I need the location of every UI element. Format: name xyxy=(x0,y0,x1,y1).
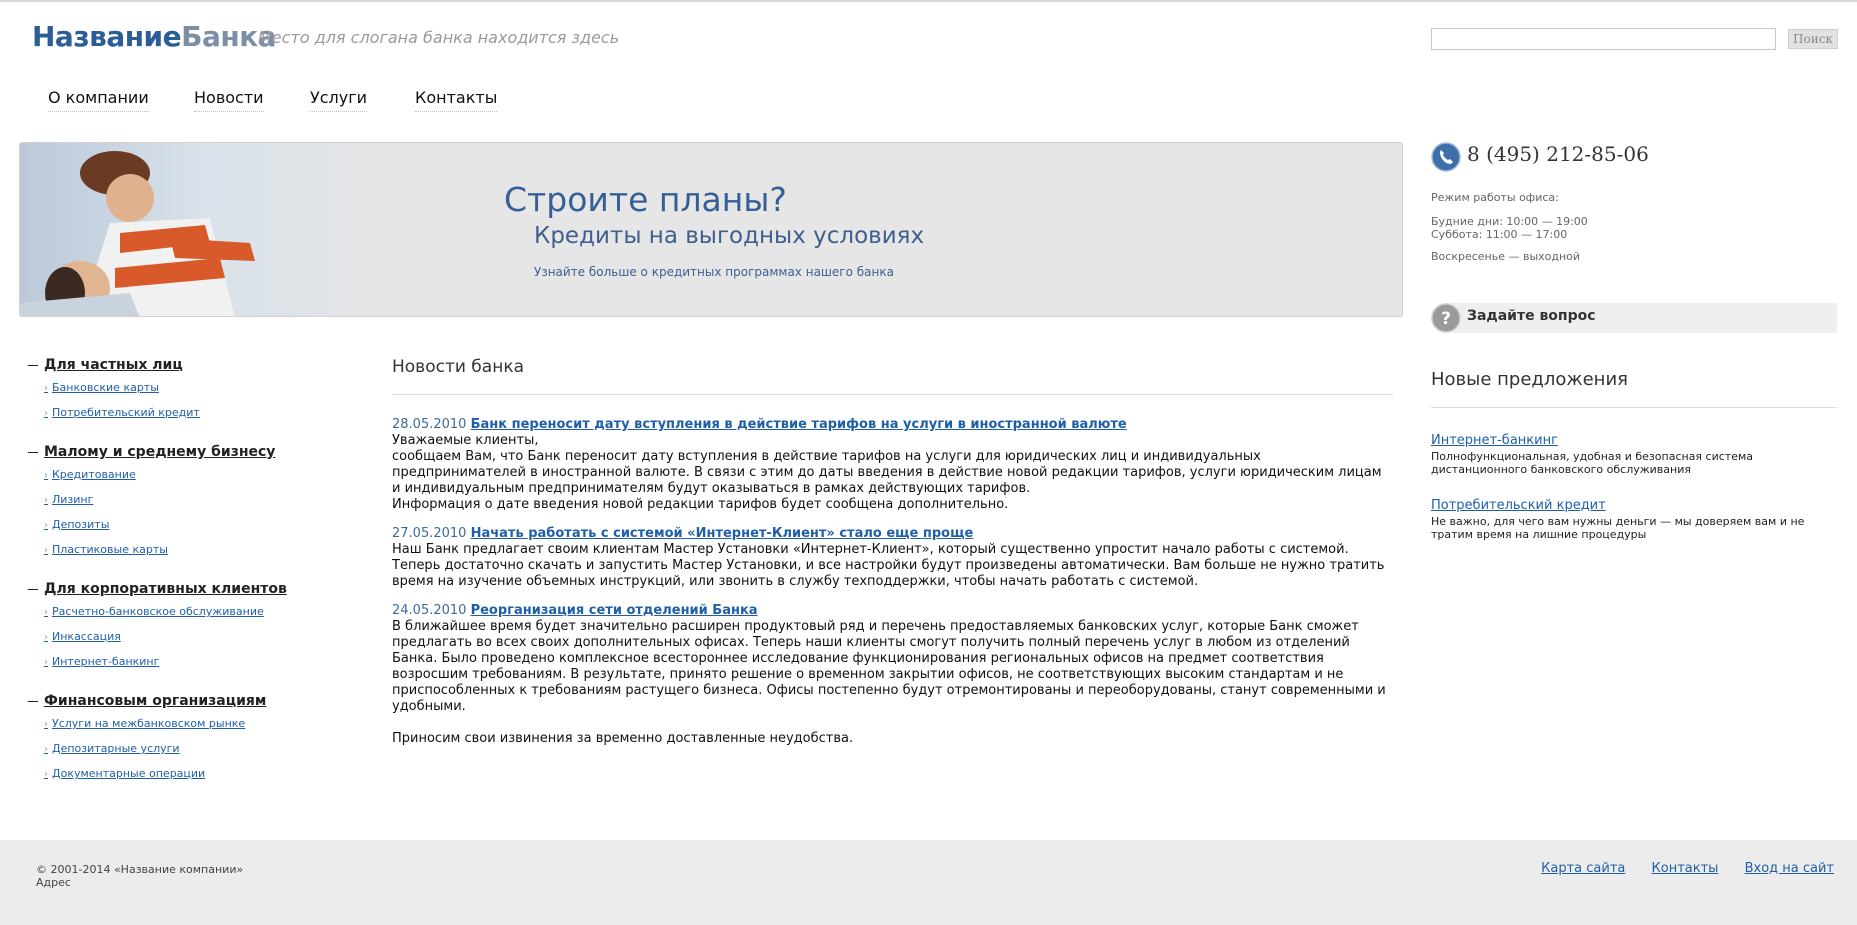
news-title: Новости банка xyxy=(392,357,525,377)
footer-info xyxy=(36,863,243,889)
offers-title: Новые предложения xyxy=(1431,369,1628,390)
banner-subtitle: Кредиты на выгодных условиях xyxy=(534,223,925,249)
office-hours xyxy=(1431,191,1588,263)
menu-item-internet-banking[interactable]: › Интернет-банкинг xyxy=(44,655,160,668)
news-date: 27.05.2010 xyxy=(392,526,467,541)
news-text: Приносим свои извинения за временно доставленные неудобства. xyxy=(392,731,854,746)
news-text: Уважаемые клиенты, xyxy=(392,433,539,448)
menu-group-title[interactable]: Финансовым организациям xyxy=(28,693,358,712)
hours-title: Режим работы офиса: xyxy=(1431,191,1559,204)
news-item xyxy=(392,417,1393,513)
nav-item-contacts[interactable]: Контакты xyxy=(415,88,497,112)
sidebar-menu xyxy=(28,357,358,805)
nav-item-about[interactable]: О компании xyxy=(48,88,149,112)
menu-item-deposits[interactable]: › Депозиты xyxy=(44,518,110,531)
logo-part-2: Банка xyxy=(181,20,277,53)
slogan: Место для слогана банка находится здесь xyxy=(258,28,620,47)
news-link[interactable]: Банк переносит дату вступления в действие тарифов на услуги в иностранной валюте xyxy=(470,417,1127,432)
menu-group-financial xyxy=(28,693,358,787)
menu-group-private xyxy=(28,357,358,426)
news-text: Информация о дате введения новой редакции тарифов будет сообщена дополнительно. xyxy=(392,497,1009,512)
couple-photo-icon xyxy=(20,143,410,317)
phone-icon xyxy=(1431,142,1461,172)
copyright: © 2001-2014 «Название компании» xyxy=(36,863,244,876)
footer-link-sitemap[interactable]: Карта сайта xyxy=(1541,861,1626,876)
news-text: В ближайшее время будет значительно расширен продуктовый ряд и перечень предоставляемых банковских услуг, которые Банк сможет предлагать во всех своих дополнительных офисах. Теперь наши клиенты смогут получить полный перечень услуг в любом из отделений Банка. Было проведено комплексное всестороннее исследование функционирования региональных офисов на предмет соответствия возросшим требованиям. В результате, принято решение о временном закрытии офисов, не соответствующих высоким стандартам и не приспособленных к требованиям растущего бизнеса. Офисы постепенно будут отремонтированы и переоборудованы, станут современными и удобными. xyxy=(392,619,1386,714)
news-text xyxy=(392,715,1393,731)
menu-item-collection[interactable]: › Инкассация xyxy=(44,630,121,643)
news-item xyxy=(392,526,1393,590)
news-link[interactable]: Реорганизация сети отделений Банка xyxy=(470,603,758,618)
banner-link[interactable]: Узнайте больше о кредитных программах нашего банка xyxy=(534,265,894,279)
news-date: 24.05.2010 xyxy=(392,603,467,618)
menu-item-settlement-services[interactable]: › Расчетно-банковское обслуживание xyxy=(44,605,264,618)
footer xyxy=(0,840,1857,925)
offer-link-internet-banking[interactable]: Интернет-банкинг xyxy=(1431,433,1558,448)
divider xyxy=(392,394,1393,395)
menu-item-interbank-market[interactable]: › Услуги на межбанковском рынке xyxy=(44,717,246,730)
hours-saturday: Суббота: 11:00 — 17:00 xyxy=(1431,228,1568,241)
menu-group-corporate xyxy=(28,581,358,675)
menu-item-consumer-credit[interactable]: › Потребительский кредит xyxy=(44,406,200,419)
news-text: Наш Банк предлагает своим клиентам Мастер Установки «Интернет-Клиент», который существенно упростит начало работы с системой. Теперь достаточно скачать и запустить Мастер Установки, и все настройки будут произведены автоматически. Вам больше не нужно тратить время на изучение объемных инструкций, или звонить в службу техподдержки, чтобы начать работать с системой. xyxy=(392,542,1385,589)
ask-question-label[interactable]: Задайте вопрос xyxy=(1467,308,1596,324)
hours-sunday: Воскресенье — выходной xyxy=(1431,250,1581,263)
menu-group-title[interactable]: Для частных лиц xyxy=(28,357,358,376)
banner-title: Строите планы? xyxy=(504,180,787,219)
news-date: 28.05.2010 xyxy=(392,417,467,432)
banner-photo xyxy=(20,143,410,317)
divider xyxy=(1431,407,1837,408)
offer-item xyxy=(1431,429,1837,476)
menu-group-small-business xyxy=(28,444,358,563)
news-item xyxy=(392,603,1393,747)
address: Адрес xyxy=(36,876,71,889)
footer-links xyxy=(1519,861,1834,876)
menu-item-bank-cards[interactable]: › Банковские карты xyxy=(44,381,159,394)
menu-item-plastic-cards[interactable]: › Пластиковые карты xyxy=(44,543,168,556)
offer-text: Полнофункциональная, удобная и безопасная система дистанционного банковского обслуживания xyxy=(1431,450,1753,476)
menu-item-documentary[interactable]: › Документарные операции xyxy=(44,767,206,780)
footer-link-login[interactable]: Вход на сайт xyxy=(1744,861,1834,876)
menu-item-crediting[interactable]: › Кредитование xyxy=(44,468,136,481)
offer-item xyxy=(1431,494,1837,541)
promo-banner[interactable] xyxy=(19,142,1403,317)
nav-item-news[interactable]: Новости xyxy=(194,88,264,112)
menu-group-title[interactable]: Для корпоративных клиентов xyxy=(28,581,358,600)
phone-number: 8 (495) 212-85-06 xyxy=(1467,142,1649,166)
svg-text:?: ? xyxy=(1441,309,1451,329)
nav-item-services[interactable]: Услуги xyxy=(310,88,367,112)
logo-part-1: Название xyxy=(32,20,182,53)
offer-link-consumer-credit[interactable]: Потребительский кредит xyxy=(1431,498,1606,513)
news-text: сообщаем Вам, что Банк переносит дату вступления в действие тарифов на услуги для юридических лиц и индивидуальных предпринимателей в иностранной валюте. В связи с этим до даты введения в действие новой редакции тарифов, услуги юридическим лицам и индивидуальным предпринимателям будут оказываться в рамках действующих тарифов. xyxy=(392,449,1382,496)
search-input[interactable] xyxy=(1431,28,1776,50)
menu-item-depository[interactable]: › Депозитарные услуги xyxy=(44,742,180,755)
footer-link-contacts[interactable]: Контакты xyxy=(1651,861,1719,876)
question-icon[interactable] xyxy=(1431,303,1461,333)
menu-item-leasing[interactable]: › Лизинг xyxy=(44,493,94,506)
menu-group-title[interactable]: Малому и среднему бизнесу xyxy=(28,444,358,463)
bank-logo[interactable] xyxy=(32,20,276,53)
offer-text: Не важно, для чего вам нужны деньги — мы доверяем вам и не тратим время на лишние процедуры xyxy=(1431,515,1805,541)
news-link[interactable]: Начать работать с системой «Интернет-Клиент» стало еще проще xyxy=(470,526,974,541)
hours-weekdays: Будние дни: 10:00 — 19:00 xyxy=(1431,215,1588,228)
search-button[interactable]: Поиск xyxy=(1788,29,1838,49)
